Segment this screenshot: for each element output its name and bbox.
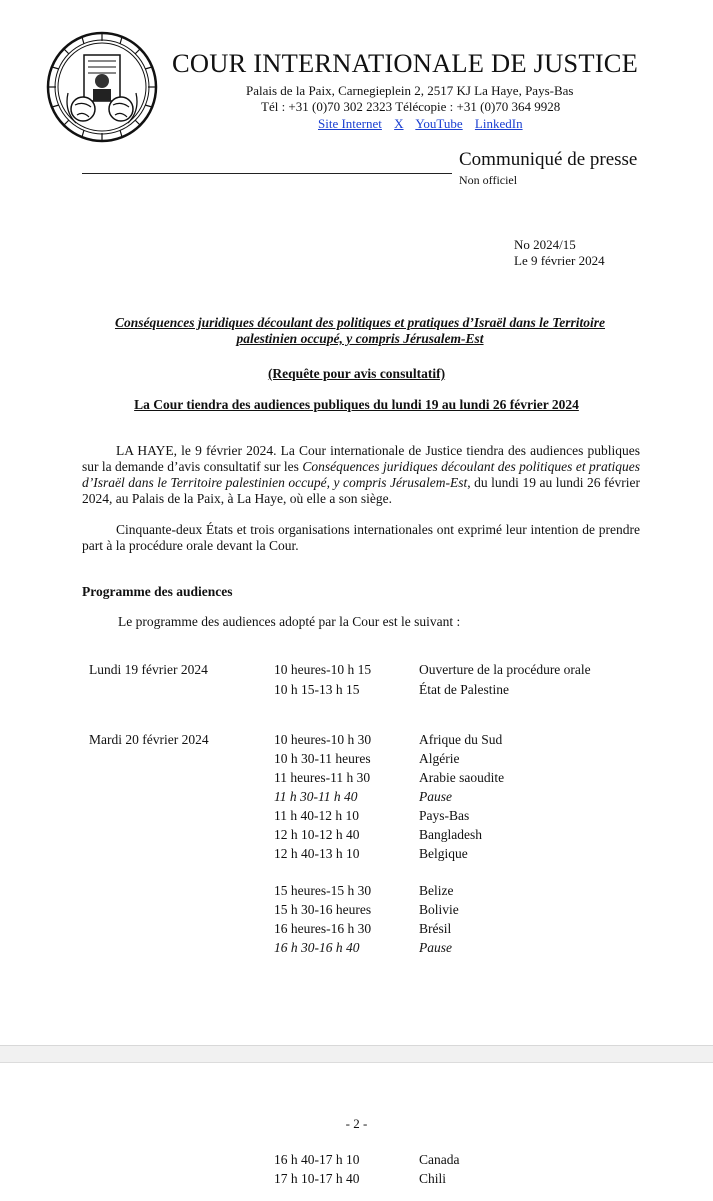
schedule-party: Belgique	[419, 846, 468, 861]
schedule-time: 10 heures-10 h 15	[274, 662, 372, 677]
schedule-time: 12 h 10-12 h 40	[274, 827, 360, 842]
social-links	[318, 116, 532, 132]
unofficial-label: Non officiel	[459, 173, 518, 187]
paragraph-2-text: Cinquante-deux États et trois organisations internationales ont exprimé leur intention de prendre part à la procédure orale devant la Cour.	[82, 522, 640, 553]
schedule-time: 16 h 40-17 h 10	[274, 1152, 360, 1167]
case-title: Conséquences juridiques découlant des politiques et pratiques d’Israël dans le Territoire palestinien occupé, y compris Jérusalem-Est	[114, 315, 606, 346]
page-2	[0, 1062, 713, 1201]
link-linkedin[interactable]: LinkedIn	[474, 116, 523, 131]
schedule-time: 12 h 40-13 h 10	[274, 846, 360, 861]
schedule-time: 15 heures-15 h 30	[274, 883, 372, 898]
page-number: - 2 -	[345, 1116, 368, 1131]
schedule-day: Lundi 19 février 2024	[89, 662, 208, 677]
schedule-time: 10 heures-10 h 30	[274, 732, 372, 747]
link-x[interactable]: X	[394, 116, 404, 131]
court-contact: Tél : +31 (0)70 302 2323 Télécopie : +31 (0)70 364 9928	[261, 99, 561, 114]
programme-heading: Programme des audiences	[82, 584, 233, 599]
court-name: COUR INTERNATIONALE DE JUSTICE	[172, 48, 639, 78]
schedule-time: 11 h 30-11 h 40	[274, 789, 358, 804]
paragraph-1-text-b: , du lundi 19 au lundi 26 février 2024, au Palais de la Paix, à La Haye, où elle a son siège.	[82, 475, 640, 506]
court-address: Palais de la Paix, Carnegieplein 2, 2517 KJ La Haye, Pays-Bas	[246, 83, 574, 98]
schedule-time: 15 h 30-16 heures	[274, 902, 372, 917]
schedule-party: Canada	[419, 1152, 460, 1167]
schedule-time: 11 h 40-12 h 10	[274, 808, 359, 823]
schedule-party: État de Palestine	[419, 682, 509, 697]
paragraph-1-text-a: LA HAYE, le 9 février 2024. La Cour internationale de Justice tiendra des audiences publiques sur la demande d’avis consultatif sur les	[82, 443, 640, 474]
link-youtube[interactable]: YouTube	[415, 116, 463, 131]
paragraph-2	[82, 522, 640, 554]
schedule-party: Chili	[419, 1171, 447, 1186]
paragraph-1	[82, 443, 640, 507]
schedule-time: 16 h 30-16 h 40	[274, 940, 360, 955]
schedule-party: Afrique du Sud	[419, 732, 503, 747]
schedule-pause: Pause	[419, 940, 452, 955]
schedule-party: Ouverture de la procédure orale	[419, 662, 591, 677]
case-subtitle: (Requête pour avis consultatif)	[267, 366, 446, 381]
schedule-time: 10 h 30-11 heures	[274, 751, 371, 766]
court-seal-logo	[46, 31, 158, 143]
schedule-time: 11 heures-11 h 30	[274, 770, 371, 785]
schedule-time: 17 h 10-17 h 40	[274, 1171, 360, 1186]
schedule-party: Brésil	[419, 921, 452, 936]
release-number: No 2024/15	[514, 237, 576, 252]
schedule-party: Bolivie	[419, 902, 459, 917]
schedule-party: Algérie	[419, 751, 460, 766]
page-separator	[0, 1045, 713, 1063]
schedule-party: Belize	[419, 883, 454, 898]
paragraph-1-case-name: Conséquences juridiques découlant des politiques et pratiques d’Israël dans le Territoire palestinien occupé, y compris Jérusalem-Est	[82, 459, 640, 490]
headline: La Cour tiendra des audiences publiques du lundi 19 au lundi 26 février 2024	[134, 397, 579, 412]
link-site-internet[interactable]: Site Internet	[318, 116, 382, 131]
schedule-party: Arabie saoudite	[419, 770, 505, 785]
schedule-party: Bangladesh	[419, 827, 482, 842]
press-release-label: Communiqué de presse	[459, 149, 638, 170]
schedule-time: 16 heures-16 h 30	[274, 921, 372, 936]
schedule-party: Pays-Bas	[419, 808, 470, 823]
schedule-pause: Pause	[419, 789, 452, 804]
header-divider	[82, 173, 452, 174]
schedule-day: Mardi 20 février 2024	[89, 732, 209, 747]
schedule-time: 10 h 15-13 h 15	[274, 682, 360, 697]
programme-intro: Le programme des audiences adopté par la Cour est le suivant :	[118, 614, 461, 629]
release-date: Le 9 février 2024	[514, 253, 605, 268]
